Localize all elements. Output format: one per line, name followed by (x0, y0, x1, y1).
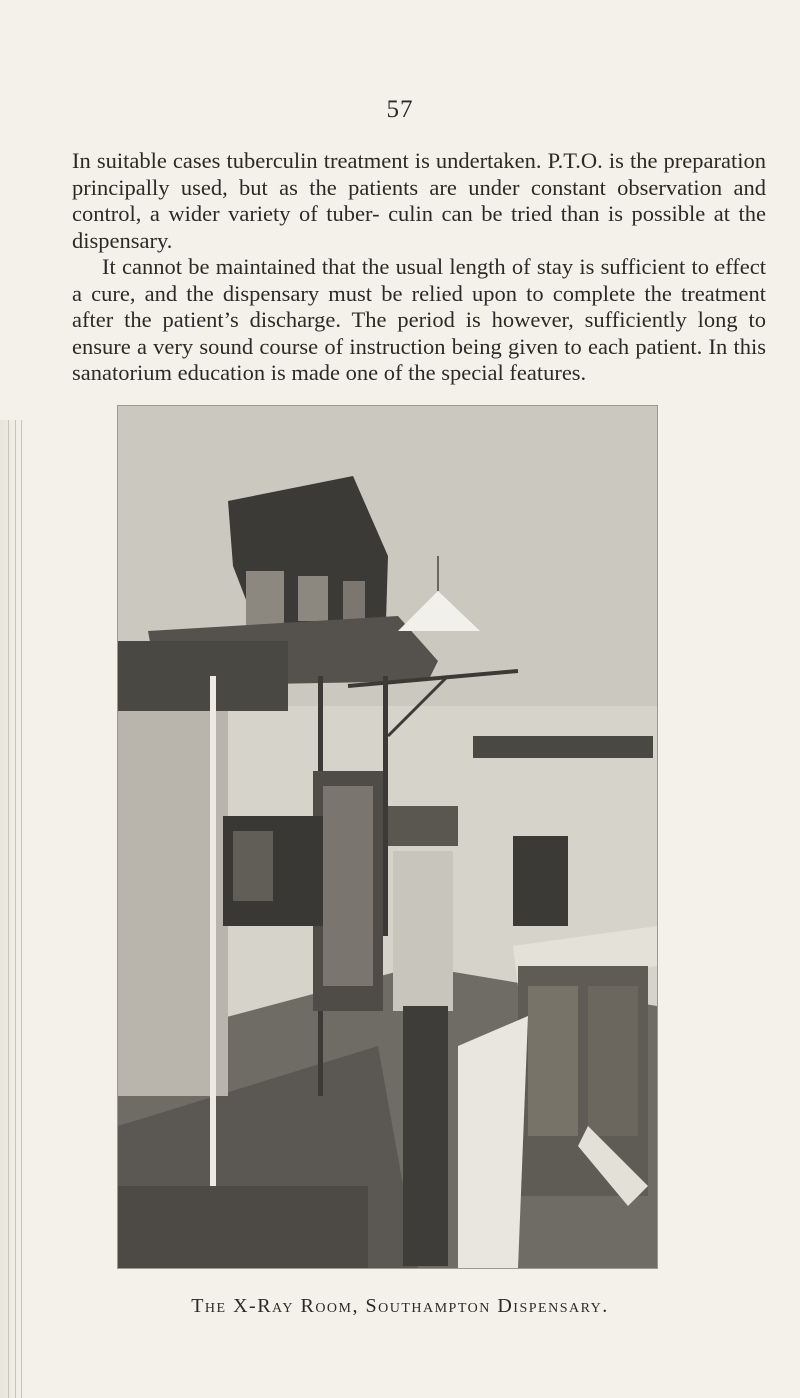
photograph-illustration (118, 406, 657, 1268)
photo-housing-window (343, 581, 365, 621)
paragraph-1: In suitable cases tuberculin treatment is undertaken. P.T.O. is the preparation principally used, but as the patients are under constant observation and control, a wider variety of tuber- culin can be tried than is possible at the dispensary. (72, 148, 766, 253)
photo-left-screen-panel (233, 831, 273, 901)
gutter-line (15, 420, 16, 1398)
photo-control-board (473, 736, 653, 758)
x-ray-room-photograph (117, 405, 658, 1269)
paragraph-2: It cannot be maintained that the usual length of stay is sufficient to effect a cure, and the dispensary must be relied upon to complete the treatment after the patient’s discharge. The period is however, sufficiently long to ensure a very sound course of instruction being given to each patient. In this sanatorium education is made one of the special features. (72, 254, 766, 385)
photo-chair-panel (323, 786, 373, 986)
body-text (72, 148, 766, 387)
photo-foreground-shadow (118, 1186, 368, 1268)
photo-pedestal (403, 1006, 448, 1266)
photo-right-cabinet-door (528, 986, 578, 1136)
page-number: 57 (386, 96, 414, 123)
photo-right-cabinet-door (588, 986, 638, 1136)
photo-housing-window (298, 576, 328, 621)
gutter-line (21, 420, 22, 1398)
photo-right-tall-box (513, 836, 568, 926)
gutter-line (8, 420, 9, 1398)
photo-housing-window (246, 571, 284, 626)
photo-vertical-rod (383, 676, 388, 936)
photo-foreground-board (458, 1016, 528, 1268)
figure-caption: The X-Ray Room, Southampton Dispensary. (191, 1295, 609, 1317)
photo-middle-apparatus (388, 806, 458, 846)
photo-left-cabinet (118, 641, 288, 711)
page-gutter-shadow (0, 420, 26, 1398)
photo-vertical-rod (210, 676, 216, 1236)
photo-middle-stand (393, 851, 453, 1011)
